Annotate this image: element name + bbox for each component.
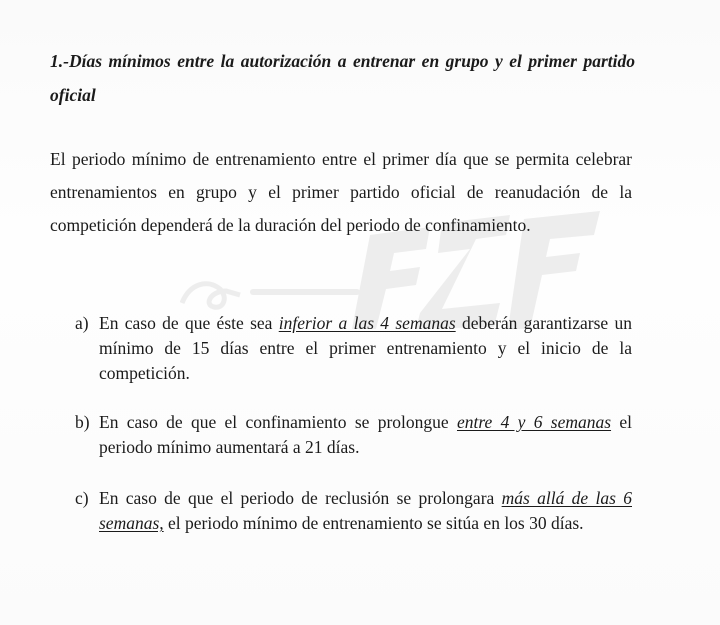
underlined-emphasis: más allá de las 6 semanas,	[99, 488, 632, 533]
item-text-end: el periodo mínimo aumentará a 21 días.	[99, 412, 632, 457]
item-text-end: el periodo mínimo de entrenamiento se sitúa en los 30 días.	[163, 513, 584, 533]
section-heading: 1.-Días mínimos entre la autorización a entrenar en grupo y el primer partido oficial	[50, 51, 635, 105]
item-text-start: En caso de que éste sea	[99, 313, 279, 333]
item-text-start: En caso de que el periodo de reclusión se prolongara	[99, 488, 502, 508]
list-item-b	[75, 410, 632, 460]
list-item-text	[99, 410, 632, 460]
underlined-emphasis: inferior a las 4 semanas	[278, 313, 456, 333]
list-item-text	[99, 311, 632, 386]
list-item-c	[75, 486, 632, 536]
item-text-start: En caso de que el confinamiento se prolongue	[99, 412, 457, 432]
intro-paragraph: El periodo mínimo de entrenamiento entre el primer día que se permita celebrar entrenamientos en grupo y el primer partido oficial de reanudación de la competición dependerá de la duración del periodo de confinamiento.	[50, 149, 632, 235]
list-item-a	[75, 311, 632, 386]
list-marker: b)	[75, 412, 90, 432]
list-marker: a)	[75, 313, 89, 333]
item-text-end: deberán garantizarse un mínimo de 15 días entre el primer entrenamiento y el inicio de la competición.	[99, 313, 632, 383]
list-marker: c)	[75, 488, 89, 508]
list-item-text	[99, 486, 632, 536]
underlined-emphasis: entre 4 y 6 semanas	[456, 412, 612, 432]
